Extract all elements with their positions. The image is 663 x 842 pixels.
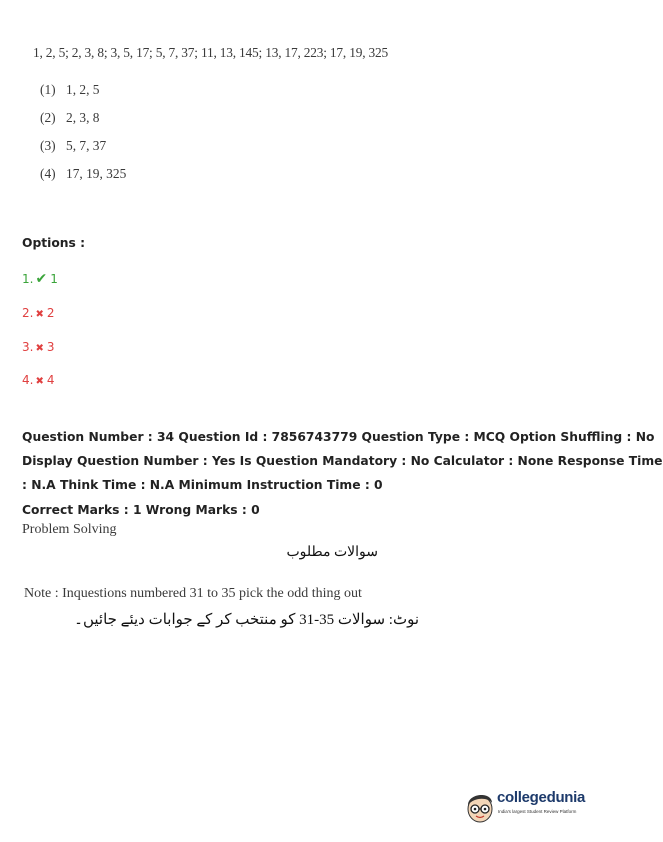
choice-number: (4) (40, 166, 56, 181)
option-prefix: 2. (22, 306, 34, 320)
options-heading: Options : (22, 236, 86, 250)
option-value: 4 (46, 373, 55, 387)
option-prefix: 4. (22, 373, 34, 387)
section-title: Problem Solving (22, 522, 117, 537)
option-value: 2 (46, 306, 55, 320)
logo-tagline: India's largest Student Review Platform (498, 809, 577, 814)
cross-icon: ✖ (35, 376, 44, 387)
question-meta-line-3: : N.A Think Time : N.A Minimum Instruction Time : 0 (22, 478, 383, 492)
instruction-note: Note : Inquestions numbered 31 to 35 pick the odd thing out (24, 586, 362, 601)
question-series: 1, 2, 5; 2, 3, 8; 3, 5, 17; 5, 7, 37; 11, 13, 145; 13, 17, 223; 17, 19, 325 (33, 45, 388, 60)
choice-number: (1) (40, 82, 56, 97)
question-meta-line-1: Question Number : 34 Question Id : 7856743779 Question Type : MCQ Option Shuffling : No (22, 430, 655, 444)
option-prefix: 1. (22, 272, 34, 286)
logo-wordmark: collegedunia (497, 789, 586, 806)
cross-icon: ✖ (35, 309, 44, 320)
urdu-section-title: سوالات مطلوب (286, 545, 378, 560)
option-value: 3 (46, 340, 55, 354)
option-1 (22, 271, 58, 287)
option-prefix: 3. (22, 340, 34, 354)
choice-number: (3) (40, 138, 56, 153)
collegedunia-logo (460, 787, 590, 827)
answer-choice-3 (40, 138, 106, 154)
choice-text: 1, 2, 5 (66, 82, 100, 97)
mascot-icon (464, 789, 496, 825)
choice-text: 2, 3, 8 (66, 110, 100, 125)
cross-icon: ✖ (35, 343, 44, 354)
answer-choice-1 (40, 82, 99, 98)
answer-choice-2 (40, 110, 99, 126)
choice-text: 17, 19, 325 (66, 166, 127, 181)
marks-line: Correct Marks : 1 Wrong Marks : 0 (22, 503, 260, 517)
answer-choice-4 (40, 166, 126, 182)
option-4 (22, 373, 54, 387)
question-meta-line-2: Display Question Number : Yes Is Question Mandatory : No Calculator : None Response Time (22, 454, 663, 468)
option-value: 1 (50, 272, 58, 286)
option-2 (22, 306, 54, 320)
check-icon: ✔ (35, 271, 48, 287)
option-3 (22, 340, 54, 354)
choice-number: (2) (40, 110, 56, 125)
choice-text: 5, 7, 37 (66, 138, 107, 153)
urdu-instruction-note: نوٹ: سوالات 35-31 کو منتخب کر کے جوابات دیئے جائیں۔ (74, 612, 419, 628)
